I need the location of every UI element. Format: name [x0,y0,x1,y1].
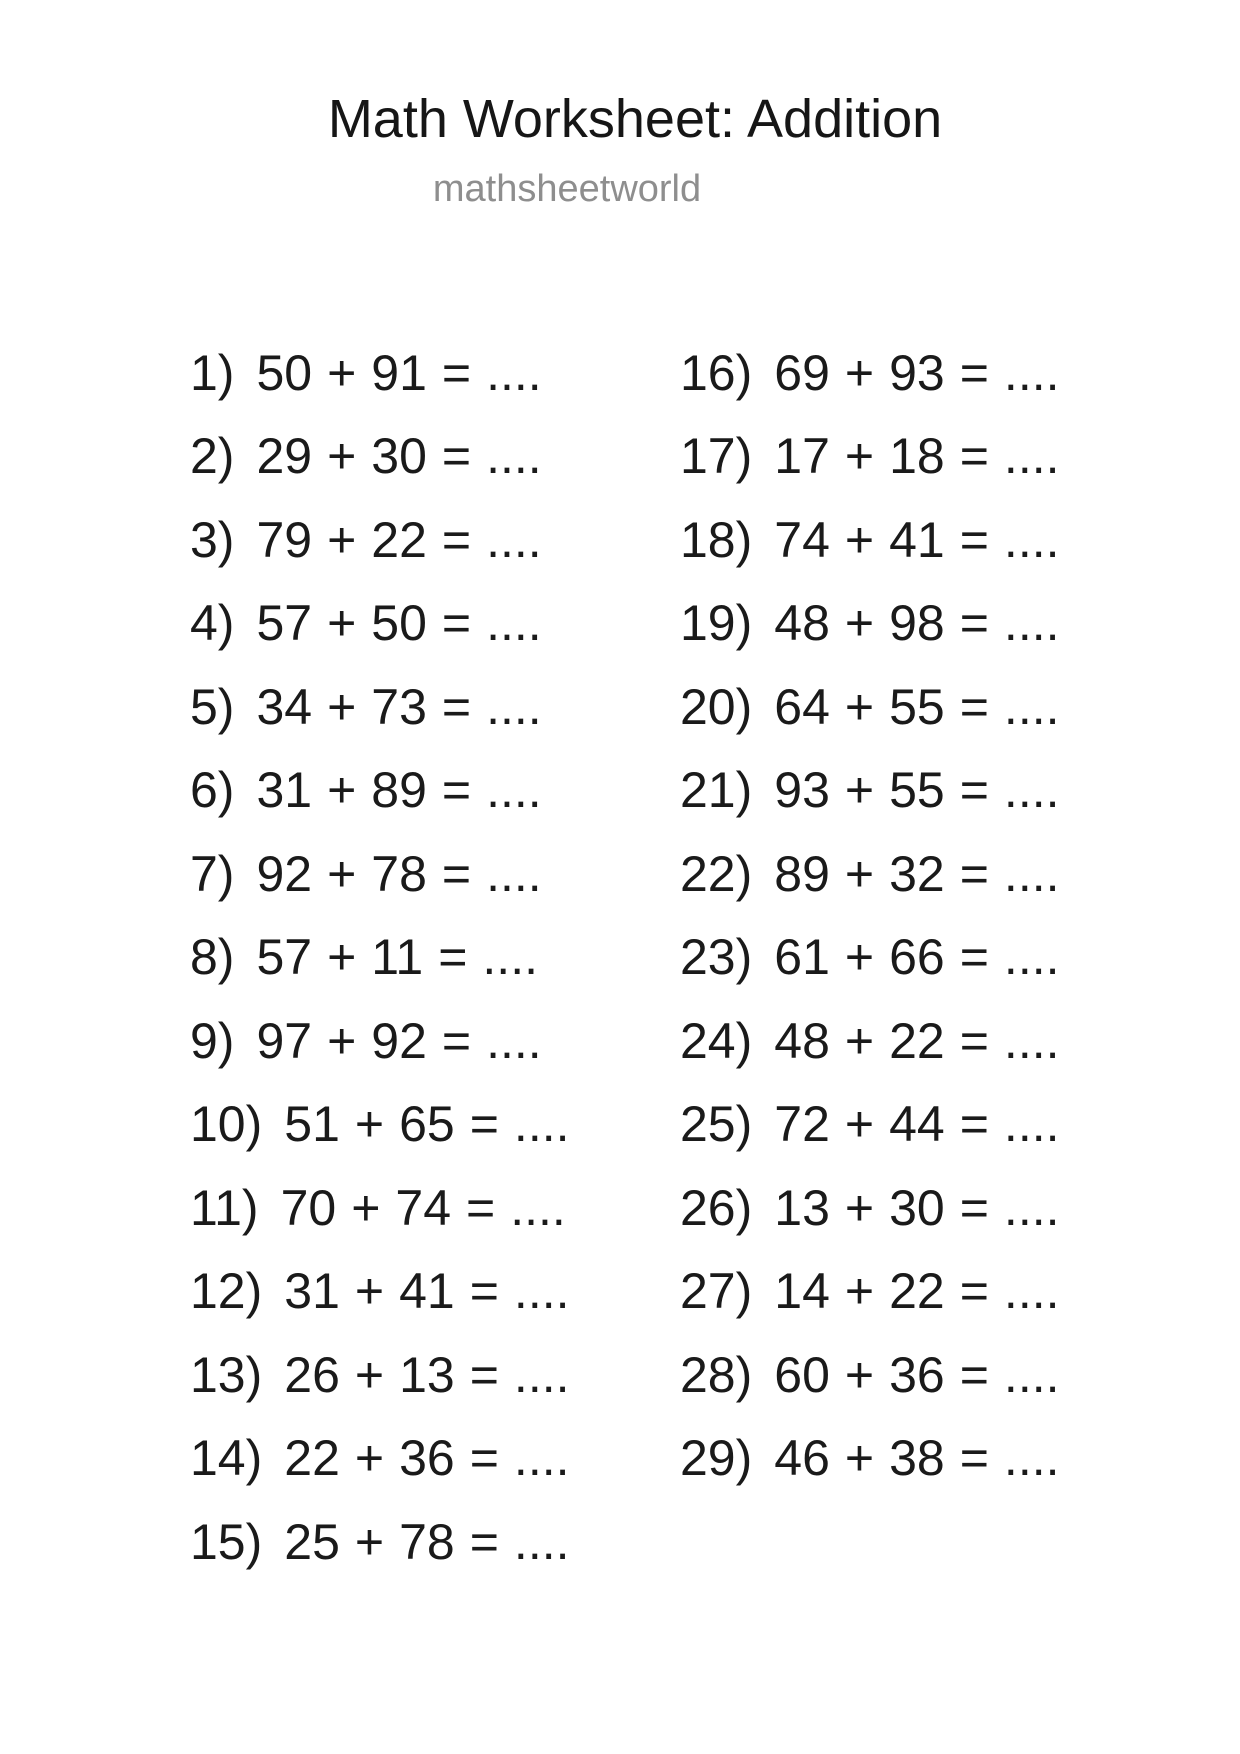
answer-blank: .... [482,929,538,986]
equals-sign: = [959,595,989,652]
answer-blank: .... [513,1346,570,1403]
equals-sign: = [441,762,472,819]
plus-operator: + [327,344,357,401]
problem-number: 16) [680,344,753,401]
answer-blank: .... [1003,1096,1060,1153]
plus-operator: + [351,1179,381,1236]
operand-b: 22 [889,1263,945,1320]
problem-expression [774,511,1059,569]
problem-row [190,916,570,1000]
problem-number: 8) [190,929,235,986]
problem-number: 6) [190,762,235,819]
problem-number: 13) [190,1346,263,1403]
problem-number: 27) [680,1263,753,1320]
plus-operator: + [844,929,875,986]
operand-b: 65 [399,1096,455,1153]
answer-blank: .... [1003,1346,1060,1403]
problem-row [680,498,1060,582]
problem-expression [774,1429,1059,1487]
problem-number: 28) [680,1346,753,1403]
answer-blank: .... [486,344,542,401]
plus-operator: + [844,845,875,902]
problem-expression [256,845,541,903]
problem-number: 19) [680,595,753,652]
operand-b: 93 [889,344,945,401]
operand-a: 29 [256,428,313,485]
operand-a: 25 [284,1513,340,1570]
plus-operator: + [844,1012,875,1069]
problem-expression [774,928,1059,986]
problem-number: 17) [680,428,753,485]
operand-b: 38 [889,1430,945,1487]
plus-operator: + [327,845,357,902]
equals-sign: = [469,1263,499,1320]
problem-expression [256,928,538,986]
plus-operator: + [844,762,875,819]
answer-blank: .... [1003,344,1060,401]
problem-row [680,999,1060,1083]
equals-sign: = [959,845,989,902]
plus-operator: + [844,1096,875,1153]
answer-blank: .... [1003,1263,1060,1320]
operand-a: 51 [284,1096,340,1153]
problem-row [190,498,570,582]
equals-sign: = [959,511,989,568]
operand-a: 46 [774,1430,830,1487]
problem-expression [284,1429,569,1487]
plus-operator: + [844,344,875,401]
operand-b: 41 [399,1263,455,1320]
equals-sign: = [959,1263,989,1320]
problem-expression [256,1012,541,1070]
operand-b: 13 [399,1346,455,1403]
operand-a: 14 [774,1263,830,1320]
equals-sign: = [959,344,989,401]
problem-row [680,415,1060,499]
problem-expression [774,1346,1059,1404]
equals-sign: = [441,678,472,735]
answer-blank: .... [513,1513,570,1570]
answer-blank: .... [510,1179,566,1236]
problem-expression [256,678,541,736]
answer-blank: .... [513,1430,570,1487]
operand-a: 93 [774,762,830,819]
problem-row [680,1166,1060,1250]
plus-operator: + [844,511,875,568]
problem-expression [774,1012,1059,1070]
problem-row [190,582,570,666]
problem-number: 2) [190,428,235,485]
equals-sign: = [469,1346,499,1403]
problem-row [680,582,1060,666]
page-title: Math Worksheet: Addition [327,89,943,149]
operand-a: 70 [280,1179,337,1236]
answer-blank: .... [486,678,542,735]
plus-operator: + [844,595,875,652]
answer-blank: .... [1003,1012,1060,1069]
operand-a: 26 [284,1346,340,1403]
equals-sign: = [959,1346,989,1403]
plus-operator: + [327,511,357,568]
equals-sign: = [959,1096,989,1153]
operand-a: 72 [774,1096,830,1153]
operand-b: 50 [371,595,427,652]
plus-operator: + [354,1346,385,1403]
operand-a: 92 [256,845,313,902]
problem-expression [281,1179,566,1237]
equals-sign: = [959,1012,989,1069]
operand-b: 30 [371,428,427,485]
plus-operator: + [844,1430,875,1487]
equals-sign: = [441,595,472,652]
plus-operator: + [327,929,357,986]
operand-b: 91 [371,344,427,401]
problem-number: 15) [190,1513,263,1570]
operand-a: 17 [774,428,830,485]
problem-row [680,832,1060,916]
problem-row [680,665,1060,749]
answer-blank: .... [486,595,542,652]
operand-b: 18 [889,428,945,485]
equals-sign: = [469,1430,499,1487]
operand-a: 79 [256,511,313,568]
plus-operator: + [327,1012,357,1069]
answer-blank: .... [1003,678,1060,735]
problem-expression [774,1179,1059,1237]
problem-row [190,1250,570,1334]
operand-a: 89 [774,845,830,902]
problem-expression [774,678,1059,736]
answer-blank: .... [1003,929,1060,986]
problem-row [190,1500,570,1584]
operand-a: 31 [284,1263,340,1320]
operand-a: 22 [284,1430,340,1487]
problem-expression [256,761,541,819]
problem-expression [256,427,541,485]
equals-sign: = [959,428,989,485]
problem-row [190,415,570,499]
plus-operator: + [354,1430,385,1487]
answer-blank: .... [486,428,542,485]
operand-b: 32 [889,845,945,902]
problem-row [190,1083,570,1167]
answer-blank: .... [1003,1179,1060,1236]
equals-sign: = [441,1012,472,1069]
operand-b: 74 [395,1179,452,1236]
problem-expression [774,1262,1059,1320]
problem-row [190,1166,570,1250]
problem-row [680,749,1060,833]
problems-column-right [680,331,1060,1500]
operand-b: 41 [889,511,945,568]
problem-expression [284,1513,569,1571]
equals-sign: = [959,678,989,735]
plus-operator: + [844,1263,875,1320]
problem-row [190,665,570,749]
operand-b: 22 [371,511,427,568]
equals-sign: = [959,762,989,819]
problem-expression [774,845,1059,903]
plus-operator: + [844,1179,875,1236]
operand-b: 89 [371,762,427,819]
problem-number: 4) [190,595,235,652]
problem-number: 5) [190,678,235,735]
problem-expression [256,344,541,402]
problem-expression [774,594,1059,652]
plus-operator: + [844,428,875,485]
problem-row [680,331,1060,415]
answer-blank: .... [1003,762,1060,819]
problem-row [680,1417,1060,1501]
operand-b: 30 [889,1179,945,1236]
equals-sign: = [466,1179,496,1236]
plus-operator: + [354,1263,385,1320]
operand-b: 78 [399,1513,455,1570]
equals-sign: = [469,1096,499,1153]
operand-a: 69 [774,344,830,401]
equals-sign: = [441,845,472,902]
problem-expression [256,511,541,569]
equals-sign: = [441,428,472,485]
problem-row [680,1250,1060,1334]
problem-number: 29) [680,1430,753,1487]
plus-operator: + [327,595,357,652]
problem-row [680,1083,1060,1167]
problem-expression [284,1262,569,1320]
answer-blank: .... [1003,511,1060,568]
plus-operator: + [844,1346,875,1403]
equals-sign: = [959,929,989,986]
problem-number: 25) [680,1096,753,1153]
problem-number: 3) [190,511,235,568]
operand-b: 55 [889,762,945,819]
problem-row [680,916,1060,1000]
problem-number: 20) [680,678,753,735]
operand-a: 48 [774,595,830,652]
equals-sign: = [469,1513,499,1570]
problem-number: 14) [190,1430,263,1487]
operand-a: 48 [774,1012,830,1069]
equals-sign: = [441,511,472,568]
operand-a: 50 [256,344,313,401]
problem-number: 12) [190,1263,263,1320]
operand-a: 61 [774,929,830,986]
plus-operator: + [844,678,875,735]
plus-operator: + [354,1096,385,1153]
operand-b: 11 [371,929,424,986]
plus-operator: + [354,1513,385,1570]
operand-a: 74 [774,511,830,568]
problem-row [190,1333,570,1417]
problem-number: 10) [190,1096,263,1153]
plus-operator: + [327,678,357,735]
problems-column-left [190,331,570,1584]
page-subtitle: mathsheetworld [432,168,702,210]
problem-expression [774,1095,1059,1153]
problem-expression [774,427,1059,485]
equals-sign: = [959,1179,989,1236]
operand-b: 55 [889,678,945,735]
operand-a: 57 [256,929,313,986]
answer-blank: .... [486,845,542,902]
problem-expression [256,594,541,652]
operand-b: 73 [371,678,427,735]
problem-row [190,749,570,833]
problem-number: 22) [680,845,753,902]
answer-blank: .... [1003,595,1060,652]
operand-b: 36 [889,1346,945,1403]
problem-expression [774,344,1059,402]
problem-expression [284,1346,569,1404]
problem-number: 18) [680,511,753,568]
operand-b: 44 [889,1096,945,1153]
problem-number: 7) [190,845,235,902]
operand-b: 36 [399,1430,455,1487]
operand-a: 31 [256,762,313,819]
problem-row [190,331,570,415]
operand-a: 57 [256,595,313,652]
answer-blank: .... [1003,428,1060,485]
equals-sign: = [438,929,468,986]
problem-row [190,999,570,1083]
operand-a: 34 [256,678,313,735]
problem-row [190,1417,570,1501]
problem-expression [284,1095,569,1153]
answer-blank: .... [513,1096,570,1153]
equals-sign: = [441,344,472,401]
operand-a: 97 [256,1012,313,1069]
answer-blank: .... [1003,845,1060,902]
answer-blank: .... [1003,1430,1060,1487]
answer-blank: .... [513,1263,570,1320]
operand-b: 78 [371,845,427,902]
answer-blank: .... [486,762,542,819]
operand-b: 66 [889,929,945,986]
problem-row [190,832,570,916]
problem-number: 24) [680,1012,753,1069]
problem-number: 21) [680,762,753,819]
operand-a: 60 [774,1346,830,1403]
problem-expression [774,761,1059,819]
plus-operator: + [327,762,357,819]
problem-number: 23) [680,929,753,986]
operand-b: 92 [371,1012,427,1069]
problem-number: 9) [190,1012,235,1069]
plus-operator: + [327,428,357,485]
problem-number: 1) [190,344,235,401]
problem-row [680,1333,1060,1417]
operand-a: 13 [774,1179,830,1236]
operand-b: 22 [889,1012,945,1069]
problem-number: 11) [190,1179,259,1236]
equals-sign: = [959,1430,989,1487]
answer-blank: .... [486,511,542,568]
operand-a: 64 [774,678,830,735]
operand-b: 98 [889,595,945,652]
answer-blank: .... [486,1012,542,1069]
problem-number: 26) [680,1179,753,1236]
